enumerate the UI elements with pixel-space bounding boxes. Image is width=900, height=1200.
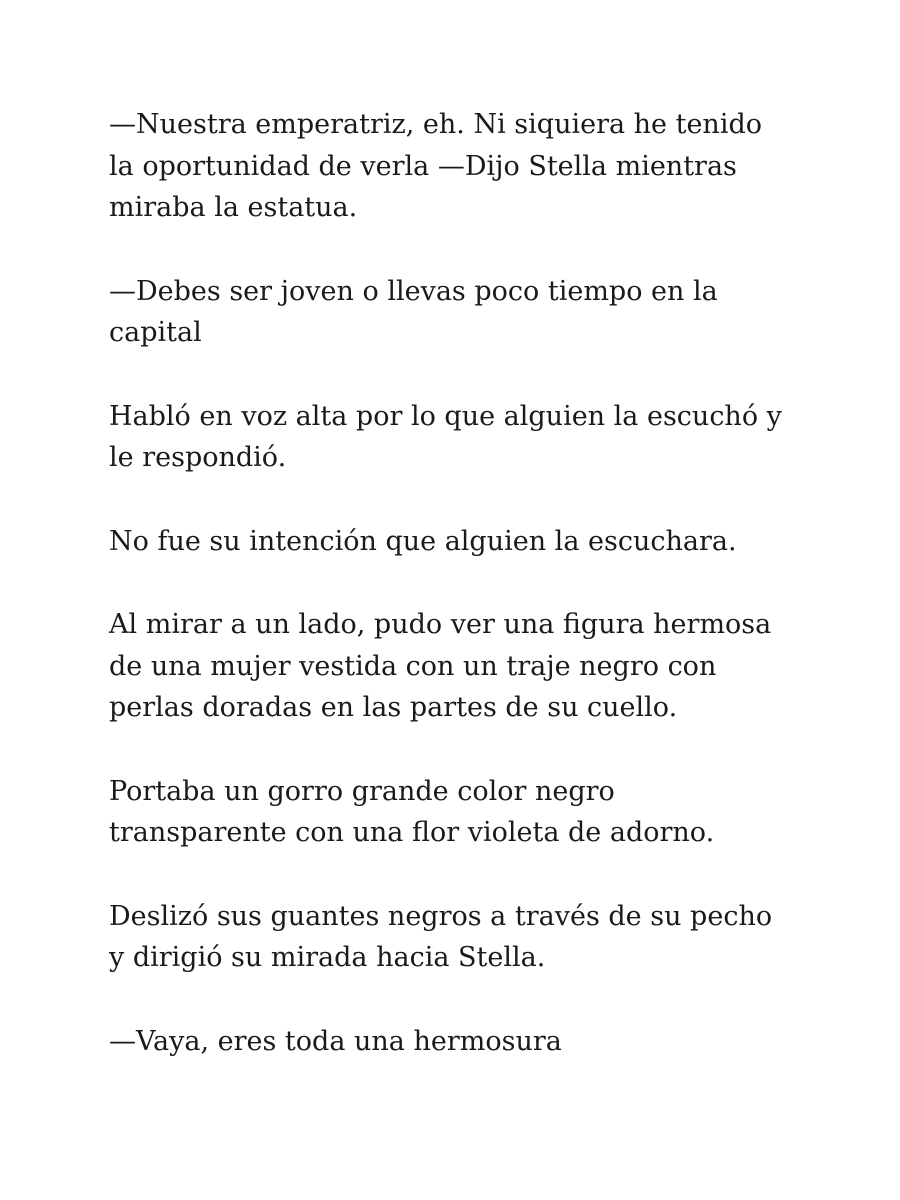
paragraph: —Debes ser joven o llevas poco tiempo en la capital [109, 275, 718, 348]
paragraph: Al mirar a un lado, pudo ver una figura hermosa de una mujer vestida con un traje negro con perlas doradas en las partes de su cuello. [109, 609, 772, 723]
paragraph: Habló en voz alta por lo que alguien la escuchó y le respondió. [109, 400, 782, 473]
paragraph: Deslizó sus guantes negros a través de su pecho y dirigió su mirada hacia Stella. [109, 900, 773, 973]
text-body [109, 104, 829, 1104]
paragraph: Portaba un gorro grande color negro transparente con una flor violeta de adorno. [109, 775, 715, 848]
paragraph: No fue su intención que alguien la escuchara. [109, 525, 737, 557]
paragraph: —Vaya, eres toda una hermosura [109, 1025, 562, 1057]
paragraph: —Nuestra emperatriz, eh. Ni siquiera he tenido la oportunidad de verla —Dijo Stella mientras miraba la estatua. [109, 109, 762, 223]
